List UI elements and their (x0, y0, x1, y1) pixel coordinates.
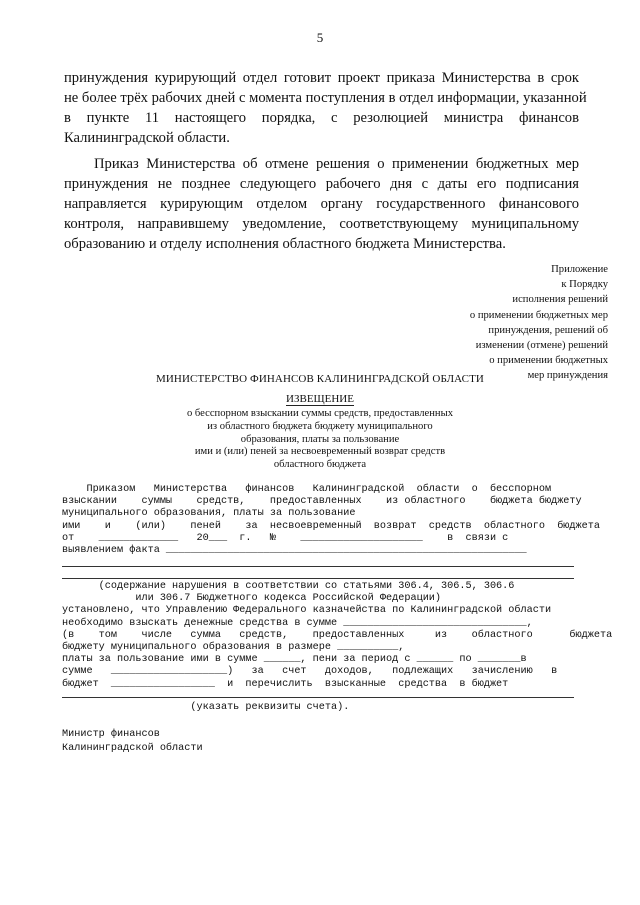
subject-line: областного бюджета (273, 459, 367, 471)
paragraph-2-line: Приказ Министерства об отмене решения о применении бюджетных мер (94, 156, 579, 172)
paragraph-2-line: принуждения не позднее следующего рабочего дня с даты его подписания (64, 176, 579, 192)
notice-subject (120, 408, 520, 472)
notice-form-part-2 (62, 581, 613, 691)
paragraph-1-line: в пункте 11 настоящего порядка, с резолюцией министра финансов (64, 110, 579, 126)
appendix-line: к Порядку (561, 279, 608, 291)
form-line: сумме ___________________) за счет доходов, подлежащих зачислению в (62, 666, 558, 678)
notice-title (120, 393, 520, 406)
appendix-line: исполнения решений (512, 294, 608, 306)
form-line: или 306.7 Бюджетного кодекса Российской Федерации) (62, 593, 442, 605)
paragraph-1-line: не более трёх рабочих дней с момента поступления в отдел информации, указанной (64, 90, 587, 106)
subject-line: о бесспорном взыскании суммы средств, предоставленных (186, 408, 454, 419)
appendix-line: изменении (отмене) решений (475, 340, 608, 352)
paragraph-2 (64, 154, 579, 254)
notice-title-text: ИЗВЕЩЕНИЕ (286, 393, 354, 405)
subject-line: из областного бюджета бюджету муниципального (207, 420, 433, 432)
form-line: Приказом Министерства финансов Калининградской области о бесспорном (62, 484, 552, 495)
appendix-line: о применении бюджетных (489, 355, 608, 367)
appendix-note (388, 262, 608, 384)
notice-form-part-3 (62, 702, 582, 714)
subject-line: ими и (или) пеней за несвоевременный возврат средств (194, 446, 446, 458)
form-line: платы за пользование ими в сумме ______, пени за период с ______ по _______в (62, 654, 527, 666)
form-line: взыскании суммы средств, предоставленных из областного бюджета бюджету (62, 496, 582, 508)
account-details-caption: (указать реквизиты счета). (62, 702, 350, 713)
paragraph-2-line: контроля, направившему уведомление, соответствующему муниципальному (64, 216, 579, 232)
form-line: (в том числе сумма средств, предоставленных из областного бюджета (62, 629, 613, 641)
form-line: установлено, что Управлению Федерального казначейства по Калининградской области (62, 605, 552, 617)
appendix-line: о применении бюджетных мер (469, 309, 608, 321)
paragraph-1 (64, 68, 587, 148)
ministry-heading: МИНИСТЕРСТВО ФИНАНСОВ КАЛИНИНГРАДСКОЙ ОБЛАСТИ (156, 373, 484, 385)
form-line: бюджету муниципального образования в размере __________, (62, 642, 405, 654)
blank-line-rule (62, 578, 574, 579)
paragraph-1-line: принуждения курирующий отдел готовит проект приказа Министерства в срок (64, 70, 579, 86)
signature-line: Калининградской области (62, 743, 203, 754)
form-line: бюджет _________________ и перечислить взысканные средства в бюджет (62, 678, 509, 690)
form-line: выявлением факта ___________________________________________________________ (62, 545, 527, 557)
appendix-line: принуждения, решений об (488, 324, 608, 336)
form-line: ими и (или) пеней за несвоевременный возврат средств областного бюджета (62, 520, 600, 532)
page-number: 5 (316, 30, 324, 45)
signature-line: Министр финансов (62, 729, 160, 740)
form-line: от _____________ 20___ г. № ____________________ в связи с (62, 532, 509, 544)
notice-form-part-1 (62, 484, 600, 557)
signature-block (62, 728, 203, 756)
form-line: (содержание нарушения в соответствии со статьями 306.4, 306.5, 306.6 (62, 581, 515, 592)
blank-line-rule (62, 566, 574, 567)
paragraph-2-line: образованию и отделу исполнения областного бюджета Министерства. (64, 236, 506, 252)
form-line: необходимо взыскать денежные средства в сумме ______________________________, (62, 617, 533, 629)
blank-line-rule (62, 697, 574, 698)
subject-line: образования, платы за пользование (240, 433, 400, 445)
form-line: муниципального образования, платы за пользование (62, 508, 356, 520)
appendix-line: мер принуждения (527, 370, 608, 382)
appendix-line: Приложение (551, 264, 608, 275)
paragraph-1-line: Калининградской области. (64, 130, 230, 146)
paragraph-2-line: направляется курирующим отделом органу государственного финансового (64, 196, 579, 212)
